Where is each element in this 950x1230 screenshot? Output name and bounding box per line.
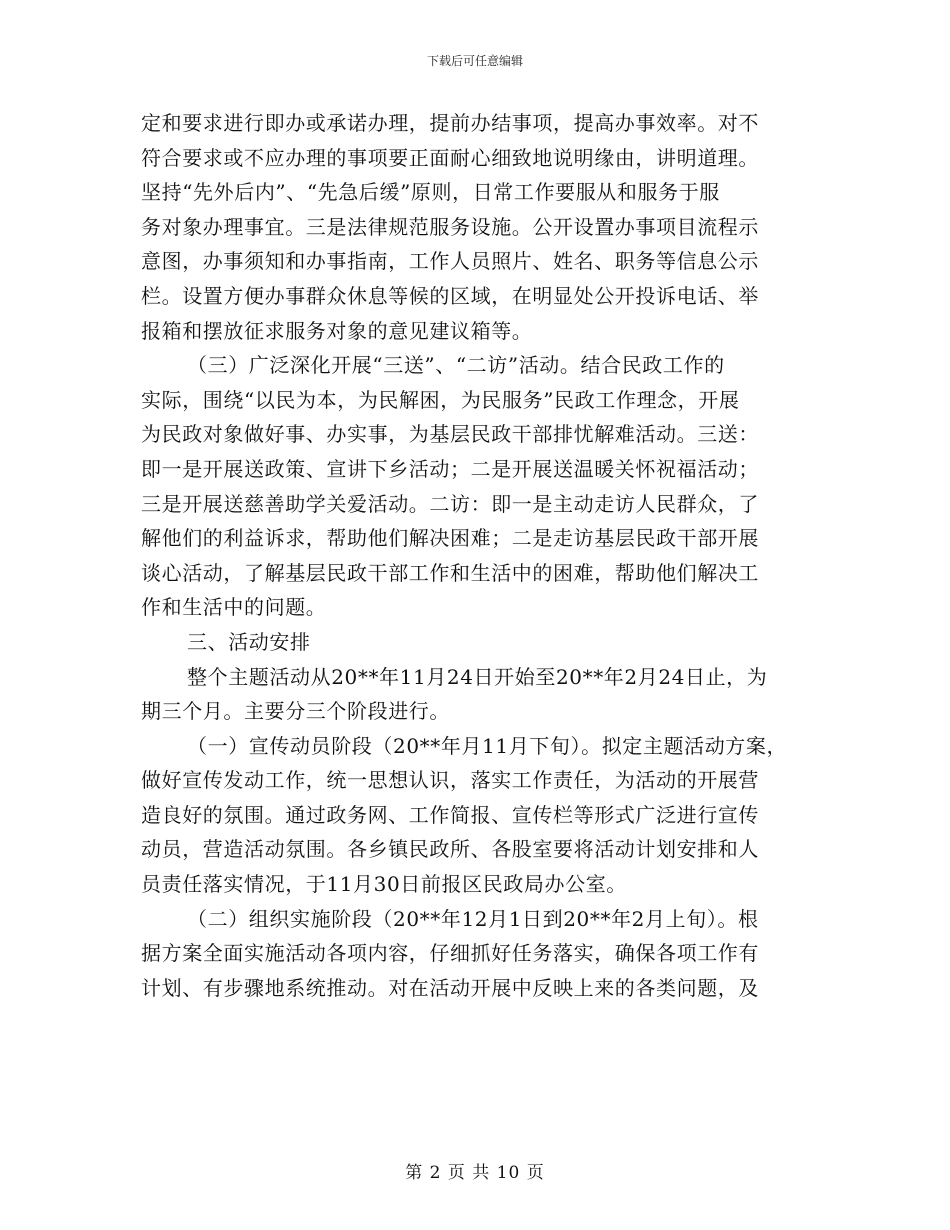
text-line: 作和生活中的问题。 (141, 595, 327, 620)
text-line: 据方案全面实施活动各项内容，仔细抓好任务落实，确保各项工作有 (141, 941, 759, 966)
page-header: 下载后可任意编辑 (426, 54, 523, 68)
text-line: 做好宣传发动工作，统一思想认识，落实工作责任，为活动的开展营 (141, 768, 759, 793)
text-line: 报箱和摆放征求服务对象的意见建议箱等。 (141, 318, 533, 343)
text-line: 员责任落实情况，于11月30日前报区民政局办公室。 (141, 872, 627, 897)
paragraph-start-line: 整个主题活动从20**年11月24日开始至20**年2月24日止，为 (187, 664, 768, 689)
text-line: 定和要求进行即办或承诺办理，提前办结事项，提高办事效率。对不 (141, 111, 759, 135)
document-body (141, 106, 809, 1005)
text-line: 即一是开展送政策、宣讲下乡活动；二是开展送温暖关怀祝福活动； (141, 456, 759, 481)
text-line: 造良好的氛围。通过政务网、工作简报、宣传栏等形式广泛进行宣传 (141, 802, 759, 827)
text-line: 栏。设置方便办事群众休息等候的区域，在明显处公开投诉电话、举 (141, 283, 759, 308)
section-heading-line: （二）组织实施阶段（20**年12月1日到20**年2月上旬）。根 (187, 906, 759, 931)
text-line: 为民政对象做好事、办实事，为基层民政干部排忧解难活动。三送： (141, 422, 759, 447)
text-line: 三是开展送慈善助学关爱活动。二访：即一是主动走访人民群众，了 (141, 491, 759, 516)
text-line: 意图，办事须知和办事指南，工作人员照片、姓名、职务等信息公示 (141, 249, 759, 274)
page-number-footer: 第 2 页 共 10 页 (405, 1163, 545, 1183)
text-line: 谈心活动，了解基层民政干部工作和生活中的困难，帮助他们解决工 (141, 560, 759, 585)
text-line: 动员，营造活动氛围。各乡镇民政所、各股室要将活动计划安排和人 (141, 837, 759, 862)
text-line: 务对象办理事宜。三是法律规范服务设施。公开设置办事项目流程示 (141, 214, 759, 239)
section-heading-line: （三）广泛深化开展“三送”、“二访”活动。结合民政工作的 (187, 353, 725, 378)
text-line: 实际，围绕“以民为本，为民解困，为民服务”民政工作理念，开展 (141, 387, 740, 412)
text-line: 符合要求或不应办理的事项要正面耐心细致地说明缘由，讲明道理。 (141, 145, 759, 170)
text-line: 解他们的利益诉求，帮助他们解决困难；二是走访基层民政干部开展 (141, 526, 759, 551)
section-title: 三、活动安排 (187, 629, 311, 654)
text-line: 期三个月。主要分三个阶段进行。 (141, 699, 450, 724)
text-line: 计划、有步骤地系统推动。对在活动开展中反映上来的各类问题，及 (141, 975, 759, 1000)
text-line: 坚持“先外后内”、“先急后缓”原则，日常工作要服从和服务于服 (141, 180, 720, 205)
section-heading-line: （一）宣传动员阶段（20**年月11月下旬）。拟定主题活动方案， (187, 733, 788, 758)
